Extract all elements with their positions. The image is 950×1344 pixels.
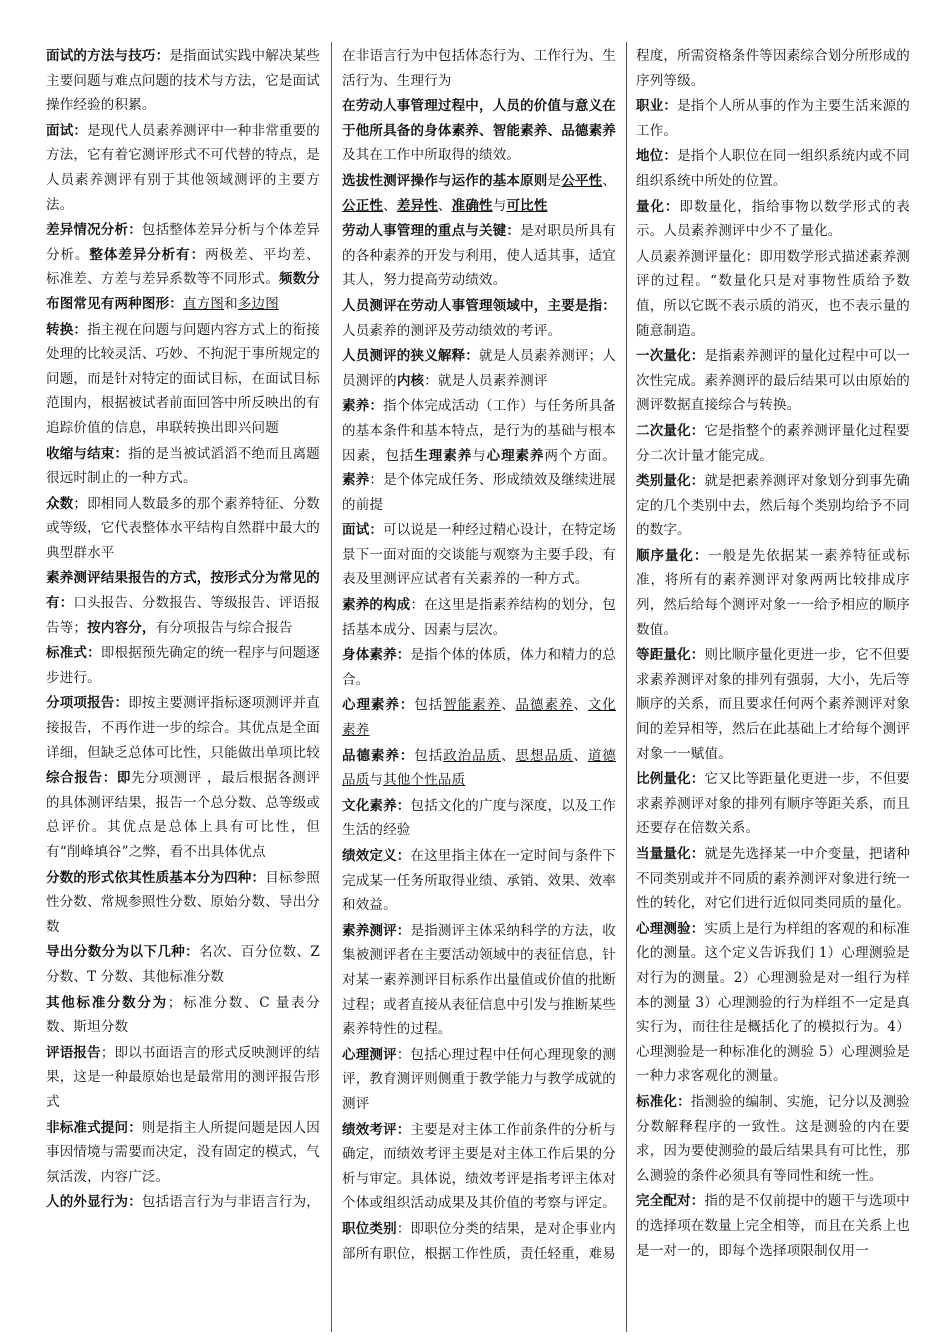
paragraph	[636, 1189, 910, 1263]
paragraph	[342, 593, 616, 642]
text-run: 一般是先依据某一素养特征或标准，将所有的素养测评对象两两比较排成序列，然后给每个测评对象一一给予相应的顺序数值。	[636, 547, 910, 638]
term-heading: 文化素养：	[342, 797, 411, 814]
paragraph	[342, 1217, 616, 1266]
text-run: 、	[437, 197, 452, 214]
term-heading: 标准式：	[46, 645, 101, 662]
paragraph	[342, 169, 616, 218]
text-run: 口头报告、分数报告、等级报告、评语报告等；	[46, 595, 321, 636]
text-run: 可以说是一种经过精心设计，在特定场景下一面对面的交谈能与观察为主要手段，有表及里测评应试者有关素养的一种方式。	[342, 522, 617, 588]
column-3	[636, 44, 910, 1264]
text-run: ；即相同人数最多的那个素养特征、分数或等级，它代表整体水平结构自然群中最大的典型群水平	[46, 495, 321, 561]
term-heading: 绩效定义：	[342, 848, 411, 864]
paragraph	[636, 144, 910, 193]
term-heading: 品德素养：	[342, 747, 415, 764]
text-run: 人员素养测评量化：即用数学形式描述素养测评的过程。“数量化只是对事物性质给予数值，所以它既不表示质的消灭，也不表示量的随意制造。	[636, 248, 910, 339]
text-run: 指主视在问题与问题内容方式上的衔接处理的比较灵活、巧妙、不拘泥于事所规定的问题，而是针对特定的面试目标，在面试目标范围内，根据被试者前面回答中所反映出的有追踪价值的信息，串联转换出即兴问题	[46, 321, 321, 436]
paragraph	[342, 344, 616, 393]
paragraph	[46, 218, 320, 316]
term-heading: 等距量化：	[636, 647, 705, 664]
text-run: 即根据预先确定的统一程序与问题逐步进行。	[46, 645, 321, 686]
paragraph	[46, 940, 320, 989]
text-run: 思想品质	[515, 747, 574, 764]
text-run: 在这里指主体在一定时间与条件下完成某一任务所取得业绩、承销、效果、效率和效益。	[342, 848, 616, 914]
column-divider-1	[331, 42, 332, 1332]
term-heading: 众数	[46, 495, 74, 512]
text-run: ：包括心理过程中任何心理现象的测评，教育测评则侧重于教学能力与教学成就的测评	[342, 1046, 617, 1112]
paragraph	[636, 419, 910, 468]
paragraph	[342, 294, 616, 343]
paragraph	[636, 643, 910, 766]
term-heading: 可比性	[506, 197, 548, 214]
term-heading: 按内容分，	[87, 619, 156, 636]
text-run: 有分项报告与综合报告	[155, 619, 293, 636]
paragraph	[342, 394, 616, 517]
text-run: 道德品质	[342, 747, 617, 789]
text-run: 、	[573, 697, 588, 714]
text-run: 就是人员素养测评；人员测评的	[342, 348, 616, 389]
text-run: ：是个体完成任务、形成绩效及继续进展的前提	[342, 472, 617, 513]
term-heading: 职业：	[636, 98, 678, 115]
paragraph	[636, 195, 910, 244]
text-run: 直方图	[183, 295, 225, 312]
term-heading: 心理测验：	[636, 920, 705, 937]
term-heading: 素养的构成	[342, 597, 411, 614]
paragraph	[342, 744, 616, 793]
paragraph	[636, 917, 910, 1089]
text-run: 则是指主人所提问题是因人因事因情境与需要而决定，没有固定的模式，气氛活泼，内容广泛。	[46, 1119, 321, 1185]
term-heading: 分数的形式依其性质基本分为四种：	[46, 869, 266, 886]
term-heading: 素养测评：	[342, 922, 411, 939]
text-run: 主要是对主体工作前条件的分析与确定，而绩效考评主要是对主体工作后果的分析与审定。具体说，绩效考评是指考评主体对个体或组织活动成果及其价值的考察与评定。	[342, 1121, 616, 1212]
text-run: 、	[573, 747, 588, 764]
paragraph	[636, 842, 910, 916]
term-heading: 分项项报告：	[46, 695, 129, 712]
paragraph	[46, 1190, 320, 1215]
paragraph	[342, 693, 616, 742]
text-run: 是指个体的体质，体力和精力的总合。	[342, 647, 616, 688]
term-heading: 差异性	[396, 197, 438, 214]
term-heading: 当量量化：	[636, 846, 705, 862]
paragraph	[46, 766, 320, 864]
paragraph	[46, 492, 320, 566]
text-run: 多边图	[237, 295, 279, 312]
term-heading: 顺序量化：	[636, 547, 709, 564]
term-heading: 素养	[342, 472, 370, 489]
term-heading: 人员测评在劳动人事管理领域中，主要是指：	[342, 297, 616, 314]
term-heading: 生理素养	[414, 447, 473, 464]
text-run: 是现代人员素养测评中一种非常重要的方法，它有着它测评形式不可代替的特点，是人员素养测评有别于其他领域测评的主要方法。	[46, 122, 321, 213]
text-run: 人员素养的测评及劳动绩效的考评。	[342, 322, 562, 339]
text-run: ：即职位分类的结果，是对企事业内部所有职位，根据工作性质，责任轻重，难易	[342, 1220, 617, 1262]
column-1	[46, 44, 320, 1216]
term-heading: 在劳动人事管理过程中，人员的价值与意义在于他所具备的身体素养、智能素养、品德素养	[342, 98, 616, 139]
text-run: 是指素养测评的量化过程中可以一次性完成。素养测评的最后结果可以由原始的测评数据直接综合与转换。	[636, 348, 910, 414]
text-run: 包括	[414, 747, 444, 764]
paragraph	[46, 442, 320, 491]
text-run: 其他个性品质	[383, 772, 466, 789]
term-heading: 素养测评结果报告的方式，按形式分为常见的有：	[46, 570, 320, 612]
text-run: 、	[501, 697, 516, 714]
paragraph	[46, 566, 320, 640]
text-run: 是指个人职位在同一组织系统内或不同组织系统中所处的位置。	[636, 148, 911, 189]
term-heading: 类别量化：	[636, 473, 705, 490]
text-run: 包括语言行为与非语言行为，	[141, 1194, 321, 1211]
text-run: 即数量化，指给事物以数学形式的表示。人员素养测评中少不了量化。	[636, 198, 910, 240]
text-run: 实质上是行为样组的客观的和标准化的测量。这个定义告诉我们 1）心理测验是对行为的测量。2）心理测验是对一组行为样本的测量 3）心理测验的行为样组不一定是真实行为，而往往是概括化了的模拟行为。4）心理测验是一种标准化的测验 5）心理测验是一种力求客观化的测量。	[636, 920, 910, 1085]
text-run: 它又比等距量化更进一步，不但要求素养测评对象的排列有顺序等距关系，而且还要存在倍数关系。	[636, 771, 910, 837]
paragraph	[46, 691, 320, 765]
paragraph	[342, 643, 616, 692]
term-heading: 收缩与结束：	[46, 445, 129, 462]
column-2	[342, 44, 616, 1267]
text-run: 及其在工作中所取得的绩效。	[342, 147, 521, 164]
text-run: 是指个人所从事的作为主要生活来源的工作。	[636, 98, 911, 139]
term-heading: 身体素养：	[342, 647, 411, 664]
text-run: 则比顺序量化更进一步，它不但要求素养测评对象的排列有强弱，大小，先后等顺序的关系，而且要求任何两个素养测评对象间的差异相等，然后在此基础上才给每个测评对象一一赋值。	[636, 647, 910, 762]
paragraph	[46, 991, 320, 1040]
text-run: 两极差、平均差、标准差、方差与差异系数等不同形式。	[46, 246, 320, 288]
text-run: 、	[602, 172, 617, 189]
text-run: 包括整体差异分析与个体差异分析。	[46, 222, 321, 263]
text-run: 政治品质	[443, 747, 502, 764]
term-heading: 劳动人事管理的重点与关键：	[342, 223, 521, 240]
text-run: 它是指整个的素养测评量化过程要分二次计量才能完成。	[636, 422, 910, 464]
text-run: 是指面试实践中解决某些主要问题与难点问题的技术与方法，它是面试操作经验的积累。	[46, 48, 321, 114]
paragraph	[342, 219, 616, 293]
paragraph	[636, 44, 910, 93]
term-heading: 量化：	[636, 198, 680, 215]
term-heading: 面试：	[342, 522, 384, 539]
term-heading: 地位：	[636, 148, 678, 165]
term-heading: 比例量化：	[636, 771, 705, 788]
term-heading: 整体差异分析有：	[89, 246, 206, 263]
paragraph	[636, 344, 910, 418]
paragraph	[46, 318, 320, 441]
paragraph	[342, 94, 616, 168]
text-run: ：就是人员素养测评	[424, 372, 548, 389]
term-heading: 综合报告：即	[46, 770, 132, 787]
text-run: 、	[501, 747, 516, 764]
text-run: 、	[383, 197, 397, 214]
term-heading: 其他标准分数分为	[46, 994, 168, 1011]
text-run: 即按主要测评指标逐项测评并直接报告，不再作进一步的综合。其优点是全面详细，但缺乏总体可比性，只能做出单项比较	[46, 695, 321, 761]
text-run: 名次、百分位数、Z 分数、T 分数、其他标准分数	[46, 944, 321, 985]
text-run: 指测验的编制、实施，记分以及测验分数解释程序的一致性。这是测验的内在要求，因为要使测验的最后结果具有可比性，那么测验的条件必须具有等同性和统一性。	[636, 1093, 911, 1184]
text-run: ：在这里是指素养结构的划分，包括基本成分、因素与层次。	[342, 597, 616, 638]
term-heading: 面试：	[46, 122, 88, 139]
term-heading: 标准化：	[636, 1093, 691, 1110]
paragraph	[46, 641, 320, 690]
text-run: ；标准分数、C 量表分数、斯坦分数	[46, 994, 320, 1036]
term-heading: 准确性	[451, 197, 493, 214]
text-run: 程度，所需资格条件等因素综合划分所形成的序列等级。	[636, 48, 910, 89]
text-run: 就是先选择某一中介变量，把诸种不同类别或并不同质的素养测评对象进行统一性的转化，对它们进行近似同类同质的量化。	[636, 846, 910, 912]
paragraph	[342, 919, 616, 1042]
text-run: 目标参照性分数、常规参照性分数、原始分数、导出分数	[46, 869, 321, 935]
paragraph	[342, 1043, 616, 1117]
paragraph	[636, 767, 910, 841]
term-heading: 人员测评的狭义解释：	[342, 348, 479, 365]
text-run: 智能素养	[443, 697, 502, 714]
text-run: ；即以书面语言的形式反映测评的结果，这是一种最原始也是最常用的测评报告形式	[46, 1044, 321, 1110]
paragraph	[46, 1041, 320, 1115]
text-run: 是对职员所具有的各种素养的开发与利用，使人适其事，适宜其人，努力提高劳动绩效。	[342, 223, 617, 289]
term-heading: 心理测评	[342, 1046, 397, 1063]
term-heading: 转换：	[46, 321, 88, 338]
term-heading: 评语报告	[46, 1044, 101, 1061]
paragraph	[46, 119, 320, 217]
term-heading: 一次量化：	[636, 348, 705, 365]
term-heading: 心理素养	[486, 447, 545, 464]
paragraph	[636, 94, 910, 143]
term-heading: 二次量化：	[636, 422, 705, 439]
term-heading: 非标准式提问：	[46, 1119, 142, 1136]
text-run: 包括文化的广度与深度，以及工作生活的经验	[342, 797, 616, 839]
text-run: 先分项测评 ，最后根据各测评的具体测评结果，报告一个总分数、总等级或总评价。其优点是总体上具有可比性，但有“削峰填谷”之弊，看不出具体优点	[46, 770, 320, 860]
paragraph	[46, 1116, 320, 1190]
paragraph	[636, 245, 910, 343]
term-heading: 绩效考评：	[342, 1121, 411, 1138]
text-run: 指个体完成活动（工作）与任务所具备的基本条件和基本特点，是行为的基础与根本因素，包括	[342, 398, 617, 464]
paragraph	[342, 1118, 616, 1216]
term-heading: 心理素养：	[342, 697, 415, 714]
text-run: 是	[547, 172, 562, 189]
text-run: 在非语言行为中包括体态行为、工作行为、生活行为、生理行为	[342, 48, 616, 89]
term-heading: 面试的方法与技巧：	[46, 48, 170, 64]
term-heading: 公正性	[342, 197, 384, 214]
paragraph	[636, 469, 910, 543]
term-heading: 导出分数分为以下几种：	[46, 944, 200, 961]
column-divider-2	[626, 42, 627, 1332]
term-heading: 公平性	[561, 172, 603, 189]
term-heading: 人的外显行为：	[46, 1194, 142, 1211]
text-run: 指的是不仅前提中的题干与选项中的选择项在数量上完全相等，而且在关系上也是一对一的，即每个选择项限制仅用一	[636, 1193, 910, 1259]
paragraph	[636, 1090, 910, 1188]
text-run: 文化素养	[342, 697, 617, 739]
text-run: 与	[472, 447, 487, 464]
term-heading: 素养：	[342, 398, 384, 415]
text-run: 与	[492, 197, 507, 214]
paragraph	[46, 866, 320, 940]
paragraph	[342, 44, 616, 93]
paragraph	[342, 794, 616, 843]
paragraph	[636, 544, 910, 642]
text-run: 品德素养	[515, 697, 574, 714]
term-heading: 差异情况分析：	[46, 222, 142, 239]
text-run: 包括	[414, 697, 444, 714]
text-run: 就是把素养测评对象划分到事先确定的几个类别中去，然后每个类别均给予不同的数字。	[636, 473, 910, 539]
text-run: 指的是当被试滔滔不绝而且离题很远时制止的一种方式。	[46, 445, 321, 487]
text-run: 两个方面。	[544, 447, 617, 464]
paragraph	[46, 44, 320, 118]
paragraph	[342, 844, 616, 918]
term-heading: 内核	[396, 372, 425, 389]
term-heading: 完全配对：	[636, 1193, 705, 1210]
paragraph	[342, 518, 616, 592]
text-run: 和	[224, 295, 238, 312]
term-heading: 职位类别	[342, 1220, 397, 1237]
text-run: 是指测评主体采纳科学的方法，收集被测评者在主要活动领域中的表征信息，针对某一素养测评目标系作出量值或价值的批断过程；或者直接从表征信息中引发与推断某些素养特性的过程。	[342, 922, 616, 1038]
text-run: 与	[369, 772, 384, 789]
term-heading: 选拔性测评操作与运作的基本原则	[342, 172, 548, 189]
term-heading: 频数分布图常见有两种图形：	[46, 271, 321, 312]
